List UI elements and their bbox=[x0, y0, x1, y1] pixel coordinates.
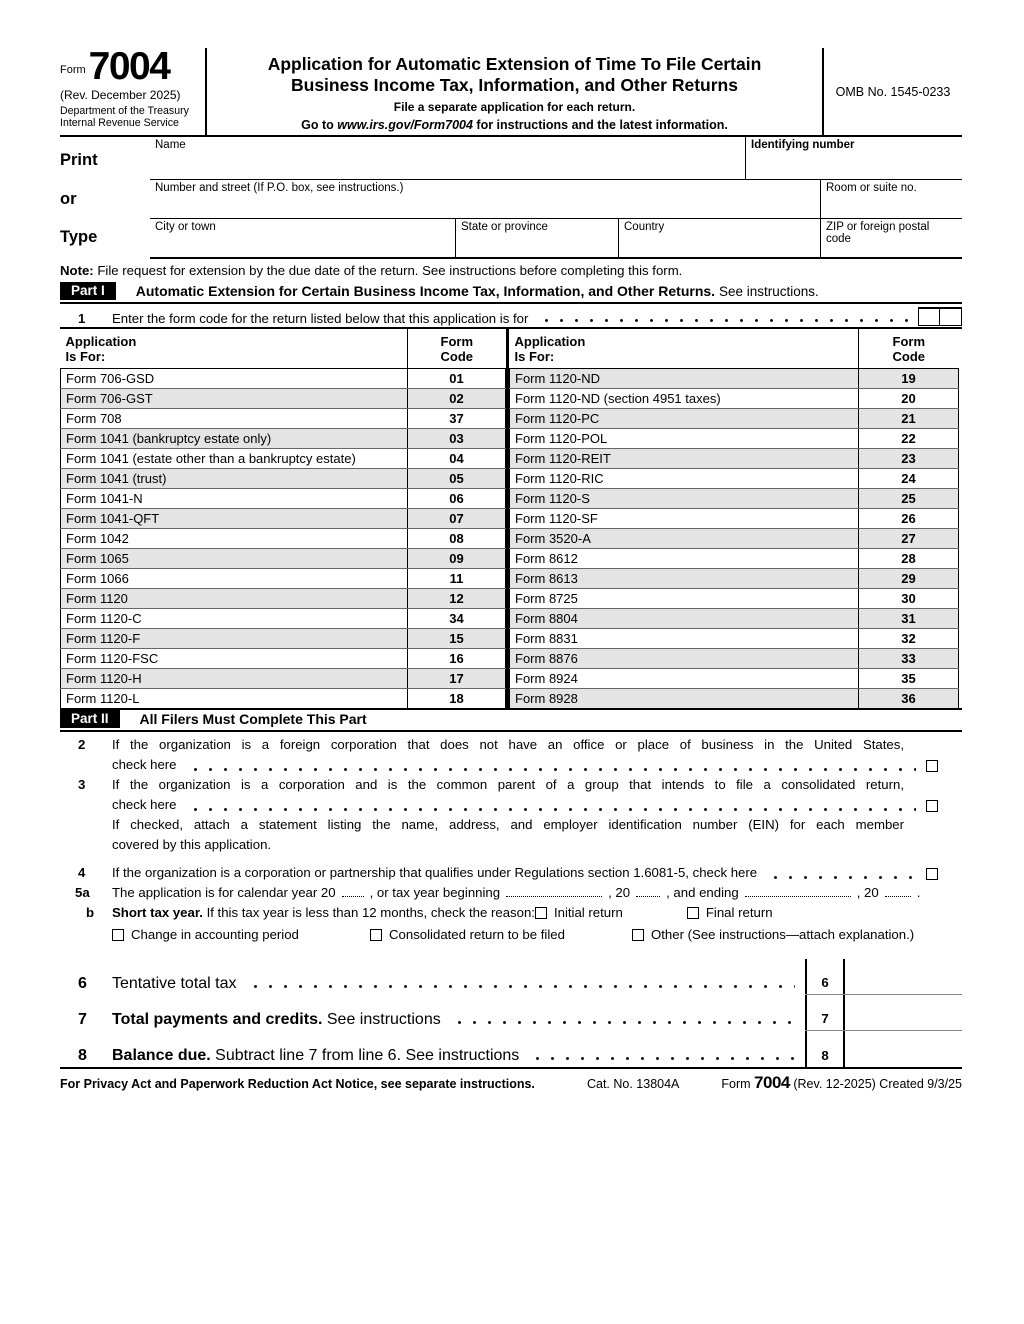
line-5a bbox=[60, 883, 962, 903]
form-code-cell: 24 bbox=[859, 468, 959, 488]
form-code-digit-1[interactable] bbox=[918, 307, 940, 326]
line-6-text: Tentative total tax bbox=[112, 975, 237, 993]
code-table-row bbox=[510, 548, 959, 568]
consolidated-return-checkbox[interactable] bbox=[370, 929, 382, 941]
form-name-cell: Form 1042 bbox=[61, 528, 408, 548]
line-7-box-number: 7 bbox=[805, 995, 845, 1030]
name-label: Name bbox=[155, 139, 186, 152]
line-5a-number: 5a bbox=[75, 885, 90, 901]
state-label: State or province bbox=[461, 221, 548, 234]
dotted-leader bbox=[450, 1012, 795, 1027]
initial-return-option bbox=[535, 903, 623, 923]
form-word: Form bbox=[60, 64, 86, 77]
code-table-row bbox=[61, 648, 506, 668]
change-accounting-label: Change in accounting period bbox=[131, 927, 299, 943]
street-field[interactable] bbox=[150, 180, 820, 218]
form-code-cell: 32 bbox=[859, 628, 959, 648]
zip-label: ZIP or foreign postal code bbox=[826, 221, 930, 246]
line-1-text: Enter the form code for the return listed below that this application is for bbox=[112, 311, 529, 327]
dotted-leader bbox=[528, 1048, 795, 1063]
form-name-cell: Form 1120-S bbox=[510, 488, 859, 508]
line-2-text: If the organization is a foreign corporation that does not have an office or place of business in the United States, bbox=[112, 737, 904, 753]
part1-see-instructions: See instructions. bbox=[718, 284, 819, 300]
city-label: City or town bbox=[155, 221, 216, 234]
code-table-row bbox=[510, 608, 959, 628]
app-is-for-header: Application Is For: bbox=[510, 329, 859, 368]
code-table-row bbox=[61, 628, 506, 648]
code-table-row bbox=[510, 428, 959, 448]
revision-date: (Rev. December 2025) bbox=[60, 88, 181, 103]
dotted-leader bbox=[186, 799, 916, 814]
form-title-line-2: Business Income Tax, Information, and Other Returns bbox=[291, 74, 738, 95]
total-payments-amount[interactable] bbox=[845, 995, 962, 1030]
line-5a-text-5: , 20 bbox=[856, 885, 879, 901]
form-code-cell: 23 bbox=[859, 448, 959, 468]
form-code-cell: 34 bbox=[408, 608, 506, 628]
line-7 bbox=[60, 995, 962, 1031]
form-code-cell: 11 bbox=[408, 568, 506, 588]
line-3-number: 3 bbox=[78, 777, 86, 793]
part2-header bbox=[60, 710, 962, 732]
form-code-cell: 25 bbox=[859, 488, 959, 508]
line-5a-text-2: , or tax year beginning bbox=[369, 885, 501, 901]
identifying-number-label: Identifying number bbox=[751, 139, 855, 152]
tax-year-ending-blank[interactable] bbox=[745, 885, 851, 897]
line-8-box-number: 8 bbox=[805, 1031, 845, 1067]
form-code-cell: 15 bbox=[408, 628, 506, 648]
form-name-cell: Form 8612 bbox=[510, 548, 859, 568]
line-4 bbox=[60, 863, 962, 883]
form-code-cell: 17 bbox=[408, 668, 506, 688]
code-table-row bbox=[510, 448, 959, 468]
line-8-number: 8 bbox=[78, 1047, 87, 1065]
form-name-cell: Form 1041-N bbox=[61, 488, 408, 508]
goto-prefix: Go to bbox=[301, 118, 338, 133]
form-code-cell: 26 bbox=[859, 508, 959, 528]
code-table-row bbox=[61, 388, 506, 408]
code-table-right bbox=[509, 329, 959, 708]
form-code-cell: 20 bbox=[859, 388, 959, 408]
line-4-number: 4 bbox=[78, 865, 86, 881]
tax-year-beginning-blank[interactable] bbox=[506, 885, 602, 897]
code-table-row bbox=[510, 488, 959, 508]
tentative-total-tax-amount[interactable] bbox=[845, 959, 962, 994]
form-code-table bbox=[60, 327, 962, 710]
form-name-cell: Form 1120-RIC bbox=[510, 468, 859, 488]
note-text: File request for extension by the due date of the return. See instructions before completing this form. bbox=[97, 263, 683, 279]
form-number-block bbox=[60, 45, 205, 135]
line-5b-number: b bbox=[86, 905, 95, 921]
identifying-number-field[interactable] bbox=[745, 137, 962, 179]
city-field[interactable] bbox=[150, 219, 455, 257]
note-word: Note: bbox=[60, 263, 94, 279]
line-5a-text-3: , 20 bbox=[608, 885, 631, 901]
code-table-row bbox=[61, 448, 506, 468]
line-3-attach-text-1: If checked, attach a statement listing the name, address, and employer identification number (EIN) for each member bbox=[112, 817, 904, 833]
form-name-cell: Form 1120-FSC bbox=[61, 648, 408, 668]
code-table-row bbox=[510, 648, 959, 668]
line-4-text: If the organization is a corporation or partnership that qualifies under Regulations section 1.6081-5, check here bbox=[112, 865, 758, 881]
code-table-row bbox=[510, 388, 959, 408]
part1-title bbox=[136, 283, 819, 299]
separate-application-note: File a separate application for each return. bbox=[393, 100, 636, 115]
code-table-row bbox=[510, 668, 959, 688]
line-2-checkbox[interactable] bbox=[926, 760, 938, 772]
form-name-cell: Form 1120-F bbox=[61, 628, 408, 648]
final-return-label: Final return bbox=[705, 905, 773, 921]
form-name-cell: Form 1120-POL bbox=[510, 428, 859, 448]
amount-lines bbox=[60, 959, 962, 1067]
change-accounting-option bbox=[112, 925, 370, 945]
code-table-row bbox=[61, 368, 506, 388]
form-code-cell: 37 bbox=[408, 408, 506, 428]
form-url: www.irs.gov/Form7004 bbox=[337, 118, 473, 133]
form-code-cell: 21 bbox=[859, 408, 959, 428]
line-3-attach-text-2: covered by this application. bbox=[112, 837, 272, 853]
form-code-cell: 16 bbox=[408, 648, 506, 668]
form-code-cell: 27 bbox=[859, 528, 959, 548]
code-table-row bbox=[510, 528, 959, 548]
goto-suffix: for instructions and the latest information. bbox=[472, 118, 728, 133]
form-code-cell: 09 bbox=[408, 548, 506, 568]
form-code-entry bbox=[918, 307, 962, 326]
final-return-option bbox=[687, 903, 773, 923]
print-word: Print bbox=[60, 151, 98, 170]
form-name-cell: Form 8725 bbox=[510, 588, 859, 608]
ending-year-blank[interactable] bbox=[885, 885, 911, 897]
code-table-row bbox=[510, 508, 959, 528]
footer-form-number: 7004 bbox=[754, 1073, 790, 1093]
form-code-cell: 01 bbox=[408, 368, 506, 388]
code-table-row bbox=[61, 508, 506, 528]
omb-number: OMB No. 1545-0233 bbox=[835, 84, 951, 99]
line-7-number: 7 bbox=[78, 1011, 87, 1029]
zip-field[interactable] bbox=[820, 219, 962, 257]
form-name-cell: Form 706-GSD bbox=[61, 368, 408, 388]
privacy-act-notice: For Privacy Act and Paperwork Reduction Act Notice, see separate instructions. bbox=[60, 1077, 535, 1092]
other-reason-option bbox=[632, 925, 914, 945]
form-code-header: Form Code bbox=[408, 329, 506, 368]
form-name-cell: Form 1120 bbox=[61, 588, 408, 608]
code-table-row bbox=[510, 368, 959, 388]
line-3 bbox=[60, 775, 962, 855]
app-is-for-header: Application Is For: bbox=[61, 329, 408, 368]
form-code-header: Form Code bbox=[859, 329, 959, 368]
state-field[interactable] bbox=[455, 219, 618, 257]
entity-block bbox=[60, 137, 962, 259]
part2-chip: Part II bbox=[60, 710, 120, 728]
line-6-number: 6 bbox=[78, 975, 87, 993]
other-reason-checkbox[interactable] bbox=[632, 929, 644, 941]
form-header bbox=[60, 45, 962, 137]
form-code-cell: 28 bbox=[859, 548, 959, 568]
part1-title-bold: Automatic Extension for Certain Business Income Tax, Information, and Other Returns. bbox=[135, 283, 716, 300]
form-name-cell: Form 1120-SF bbox=[510, 508, 859, 528]
initial-return-checkbox[interactable] bbox=[535, 907, 547, 919]
code-table-row bbox=[61, 588, 506, 608]
form-code-cell: 35 bbox=[859, 668, 959, 688]
beginning-year-blank[interactable] bbox=[636, 885, 660, 897]
dotted-leader bbox=[766, 867, 916, 882]
dotted-leader bbox=[246, 976, 795, 991]
line-3-check-here: check here bbox=[112, 797, 177, 813]
form-title-block bbox=[205, 48, 824, 135]
dotted-leader bbox=[537, 310, 908, 325]
agency-line-2: Internal Revenue Service bbox=[60, 117, 179, 130]
goto-instructions-line bbox=[217, 118, 812, 132]
consolidated-return-option bbox=[370, 925, 632, 945]
name-field[interactable] bbox=[150, 137, 745, 179]
code-table-row bbox=[61, 568, 506, 588]
line-6 bbox=[60, 959, 962, 995]
dotted-leader bbox=[186, 759, 916, 774]
form-name-cell: Form 1041 (trust) bbox=[61, 468, 408, 488]
code-table-row bbox=[510, 688, 959, 708]
type-word: Type bbox=[60, 228, 98, 247]
code-table-row bbox=[61, 548, 506, 568]
code-table-row bbox=[510, 628, 959, 648]
form-code-cell: 03 bbox=[408, 428, 506, 448]
code-table-row bbox=[510, 468, 959, 488]
line-5a-text-1: The application is for calendar year 20 bbox=[112, 885, 336, 901]
agency-line-1: Department of the Treasury bbox=[60, 105, 189, 118]
line-7-text: Total payments and credits. See instructions bbox=[112, 1011, 441, 1029]
part1-chip: Part I bbox=[60, 282, 116, 300]
form-name-cell: Form 1120-ND (section 4951 taxes) bbox=[510, 388, 859, 408]
part1-header bbox=[60, 282, 962, 304]
form-name-cell: Form 8924 bbox=[510, 668, 859, 688]
form-name-cell: Form 1120-ND bbox=[510, 368, 859, 388]
form-name-cell: Form 1120-REIT bbox=[510, 448, 859, 468]
form-name-cell: Form 1120-L bbox=[61, 688, 408, 708]
short-tax-year-label: Short tax year. bbox=[112, 905, 203, 921]
form-code-cell: 19 bbox=[859, 368, 959, 388]
code-table-row bbox=[61, 608, 506, 628]
code-table-row bbox=[61, 668, 506, 688]
line-2 bbox=[60, 735, 962, 775]
line-5a-text-4: , and ending bbox=[666, 885, 739, 901]
part2-title: All Filers Must Complete This Part bbox=[139, 711, 367, 728]
street-label: Number and street (If P.O. box, see instructions.) bbox=[155, 182, 404, 195]
final-return-checkbox[interactable] bbox=[687, 907, 699, 919]
form-name-cell: Form 8804 bbox=[510, 608, 859, 628]
line-3-text: If the organization is a corporation and is the common parent of a group that intends to file a consolidated return, bbox=[112, 777, 904, 793]
form-code-cell: 05 bbox=[408, 468, 506, 488]
print-or-type-label bbox=[60, 137, 150, 259]
due-date-note bbox=[60, 263, 962, 278]
form-number: 7004 bbox=[88, 45, 170, 88]
entity-fields bbox=[150, 137, 962, 259]
calendar-year-blank[interactable] bbox=[342, 885, 364, 897]
form-code-cell: 36 bbox=[859, 688, 959, 708]
code-table-row bbox=[510, 588, 959, 608]
line-5a-period: . bbox=[916, 885, 921, 901]
form-name-cell: Form 8876 bbox=[510, 648, 859, 668]
form-code-cell: 29 bbox=[859, 568, 959, 588]
form-name-cell: Form 1120-PC bbox=[510, 408, 859, 428]
form-name-cell: Form 1065 bbox=[61, 548, 408, 568]
code-table-row bbox=[61, 408, 506, 428]
form-code-cell: 08 bbox=[408, 528, 506, 548]
line-5b-text: If this tax year is less than 12 months, check the reason: bbox=[206, 905, 535, 921]
country-field[interactable] bbox=[618, 219, 820, 257]
form-name-cell: Form 8928 bbox=[510, 688, 859, 708]
form-name-cell: Form 1041 (bankruptcy estate only) bbox=[61, 428, 408, 448]
code-table-left bbox=[60, 329, 506, 708]
line-5b bbox=[60, 903, 962, 945]
code-table-row bbox=[61, 468, 506, 488]
form-code-cell: 30 bbox=[859, 588, 959, 608]
footer-form-id bbox=[721, 1073, 962, 1093]
line-4-checkbox[interactable] bbox=[926, 868, 938, 880]
country-label: Country bbox=[624, 221, 665, 234]
form-name-cell: Form 1041 (estate other than a bankruptcy estate) bbox=[61, 448, 408, 468]
form-code-cell: 12 bbox=[408, 588, 506, 608]
room-suite-label: Room or suite no. bbox=[826, 182, 917, 195]
other-reason-label: Other (See instructions—attach explanation.) bbox=[651, 927, 915, 943]
code-table-row bbox=[61, 428, 506, 448]
change-accounting-checkbox[interactable] bbox=[112, 929, 124, 941]
line-6-box-number: 6 bbox=[805, 959, 845, 994]
form-code-cell: 02 bbox=[408, 388, 506, 408]
line-8-text: Balance due. Subtract line 7 from line 6. See instructions bbox=[112, 1047, 520, 1065]
balance-due-amount[interactable] bbox=[845, 1031, 962, 1067]
code-table-row bbox=[61, 528, 506, 548]
form-name-cell: Form 1066 bbox=[61, 568, 408, 588]
form-name-cell: Form 8831 bbox=[510, 628, 859, 648]
form-name-cell: Form 3520-A bbox=[510, 528, 859, 548]
page-footer bbox=[60, 1067, 962, 1093]
form-code-cell: 04 bbox=[408, 448, 506, 468]
form-code-digit-2[interactable] bbox=[940, 307, 962, 326]
form-name-cell: Form 1120-H bbox=[61, 668, 408, 688]
catalog-number: Cat. No. 13804A bbox=[586, 1077, 680, 1092]
footer-created-date: Created 9/3/25 bbox=[879, 1077, 962, 1092]
form-code-cell: 22 bbox=[859, 428, 959, 448]
or-word: or bbox=[60, 189, 77, 208]
line-1-number: 1 bbox=[78, 311, 86, 327]
form-name-cell: Form 706-GST bbox=[61, 388, 408, 408]
form-name-cell: Form 1041-QFT bbox=[61, 508, 408, 528]
form-code-cell: 33 bbox=[859, 648, 959, 668]
form-code-cell: 31 bbox=[859, 608, 959, 628]
form-name-cell: Form 708 bbox=[61, 408, 408, 428]
form-title-line-1: Application for Automatic Extension of Time To File Certain bbox=[267, 54, 762, 74]
line-2-check-here: check here bbox=[112, 757, 177, 773]
room-suite-field[interactable] bbox=[820, 180, 962, 218]
line-5a-body bbox=[112, 883, 962, 903]
initial-return-label: Initial return bbox=[553, 905, 623, 921]
line-1 bbox=[60, 304, 962, 326]
form-name-cell: Form 1120-C bbox=[61, 608, 408, 628]
code-table-row bbox=[61, 488, 506, 508]
code-table-row bbox=[510, 568, 959, 588]
footer-form-word: Form bbox=[721, 1077, 751, 1092]
form-code-cell: 06 bbox=[408, 488, 506, 508]
line-3-checkbox[interactable] bbox=[926, 800, 938, 812]
form-name-cell: Form 8613 bbox=[510, 568, 859, 588]
form-code-cell: 18 bbox=[408, 688, 506, 708]
footer-revision: (Rev. 12-2025) bbox=[793, 1077, 876, 1092]
code-table-row bbox=[510, 408, 959, 428]
consolidated-return-label: Consolidated return to be filed bbox=[389, 927, 565, 943]
line-2-number: 2 bbox=[78, 737, 86, 753]
code-table-row bbox=[61, 688, 506, 708]
line-8 bbox=[60, 1031, 962, 1067]
form-code-cell: 07 bbox=[408, 508, 506, 528]
